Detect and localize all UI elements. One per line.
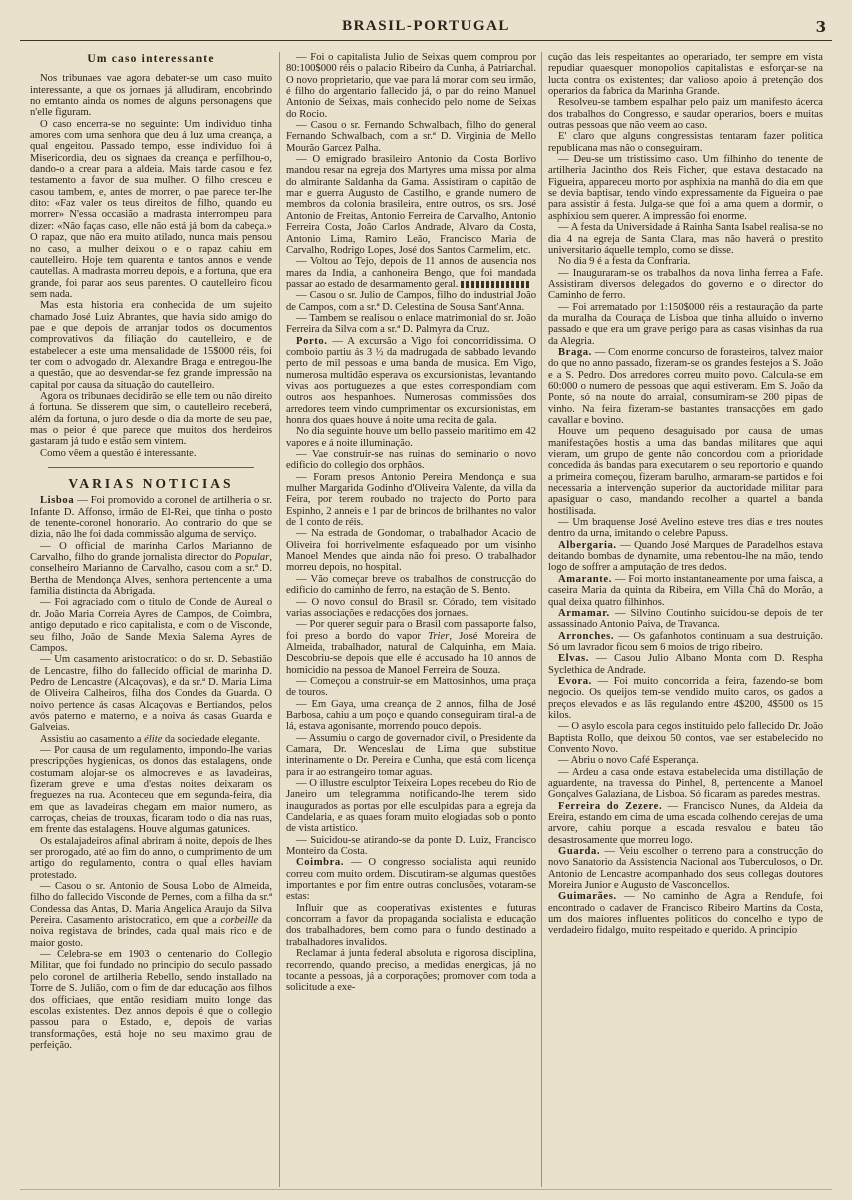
place-lead: Albergaria. <box>558 539 617 551</box>
paragraph: — O illustre esculptor Teixeira Lopes recebeu do Rio de Janeiro um telegramma notificando-lhe terem sido inaugurados as portas por elle esculpidas para a egreja da Candelaria, e as quaes foram muito elogiadas sob o ponto de vista artistico. <box>286 778 536 835</box>
paragraph: — Tambem se realisou o enlace matrimonial do sr. João Ferreira da Silva com a sr.ª D. Palmyra da Cruz. <box>286 312 536 336</box>
paragraph: — Vae construir-se nas ruinas do seminario o novo edificio do collegio dos orphãos. <box>286 449 536 472</box>
news-item <box>548 347 823 426</box>
news-item <box>30 495 272 540</box>
paragraph-text: — Por querer seguir para o Brasil com passaporte falso, foi preso a bordo do vapor <box>286 619 536 642</box>
section-title: VARIAS NOTICIAS <box>68 476 234 492</box>
column-divider <box>541 52 542 1187</box>
paragraph: — Suicidou-se atirando-se da ponte D. Luiz, Francisco Monteiro da Costa. <box>286 834 536 858</box>
paragraph-text: Assistiu ao casamento a <box>40 733 145 745</box>
paragraph: — Ardeu a casa onde estava estabelecida uma distillação de aguardente, na travessa do Pinhel, 8, pertencente a Manoel Gonçalves Galaziana, de Lisboa. Só ficaram as paredes mestras. <box>548 766 823 801</box>
news-item <box>548 801 823 846</box>
news-text: — Os gafanhotos continuam a sua destruição. Só um lavrador ficou sem 6 moios de trigo ribeiro. <box>548 630 823 653</box>
paragraph <box>286 619 536 676</box>
place-lead: Arronches. <box>558 630 615 642</box>
paragraph: E' claro que alguns congressistas tentaram fazer politica republicana mas não o conseguiram. <box>548 131 823 154</box>
paragraph: cução das leis respeitantes ao operariado, ter sempre em vista repudiar quaesquer monopolios capitalistas e esforçar-se na lucta contra os existentes; dar valioso apoio á pretenção dos operarios da fabrica da Marinha Grande. <box>548 52 823 98</box>
paragraph-italic: Trier <box>428 630 450 642</box>
news-text: — Casou Julio Albano Monta com D. Respha Syclethica de Andrade. <box>548 653 823 676</box>
column-1 <box>30 52 272 1187</box>
news-text: — Foi muito concorrida a feira, fazendo-se bom negocio. Os queijos tem-se vendido muito caros, os gados a preços elevados e as lãs regulando entre 4$200, 4$500 os 15 kilos. <box>548 675 823 721</box>
paragraph: — Por causa de um regulamento, impondo-lhe varias prescripções hygienicas, os donos das estalagens, onde costumam alojar-se os almocreves e as lavadeiras, fizeram greve e uma d'estas noites deixaram os freguezes na rua. Aconteceu que em segunda-feira, dia em que as lavadeiras chegam em maior numero, as carroças, cheias de trouxas, ficaram todo o dia nas ruas, em frente das estalagens. Houve algumas gatunices. <box>30 744 272 836</box>
news-item <box>548 653 823 676</box>
paragraph-text: — O official de marinha Carlos Marianno de Carvalho, filho do grande jornalista director do <box>30 540 272 564</box>
publication-title: BRASIL-PORTUGAL <box>342 18 510 34</box>
news-item <box>548 631 823 654</box>
news-item <box>286 857 536 902</box>
place-lead: Guimarães. <box>558 891 617 903</box>
paragraph: — Foi agraciado com o titulo de Conde de Aureal o dr. João Maria Correia Ayres de Campos, de Coimbra, antigo deputado e rico capitalista, e com o de Visconde, seu filho, João de Sande Mexia Salema Ayres de Campos. <box>30 597 272 654</box>
place-lead: Braga. <box>558 346 592 358</box>
paragraph: O caso encerra-se no seguinte: Um individuo tinha amores com uma senhora que deu á luz uma creança, a qual engeitou. Passado tempo, esse individuo foi á Misericordia, deu os signaes da creança e perfilhou-o, dando-o a crear para a aldeia. Mais tarde casou e fez testamento a favor de sua mulher. O filho cresceu e casou tambem, e, antes de morrer, o pae parece ter-lhe dito: «Faz valer os teus direitos de filho, quando eu morrer» N'essa occasião a madrasta interrompeu para dizer: «Não faças caso, elle não está já bom da cabeça.» O rapaz, que não era muito atilado, nunca mais pensou no caso, a mulher deixou o e o rapaz cahiu em cautelleiro. Hoje tem quarenta e tantos annos e vende cautellas. A madrasta morreu depois, e a fortuna, que era grande, foi parar aos seus parentes. O cautelleiro ficou sem nada. <box>30 118 272 300</box>
paragraph: — Em Gaya, uma creança de 2 annos, filha de José Barbosa, cahiu a um poço e quando conseguiram tiral-a de lá, estava agonisante, morrendo pouco depois. <box>286 698 536 733</box>
place-lead: Amarante. <box>558 573 612 585</box>
paragraph: — Inauguraram-se os trabalhos da nova linha ferrea a Fafe. Assistiram diversos delegados do governo e o director do Caminho de ferro. <box>548 267 823 302</box>
news-text: — Foi promovido a coronel de artilheria o sr. Infante D. Affonso, irmão de El-Rei, que tinha o posto de tenente-coronel honorario. Ao contrario do que se dizia, não lhe foi dada commissão alguma de serviço. <box>30 495 272 541</box>
paragraph-text: da noiva registava de brindes, cada qual mais rico e de maior gosto. <box>30 915 272 949</box>
paragraph: — O novo consul do Brasil sr. Córado, tem visitado varias associações e redacções dos jornaes. <box>286 596 536 619</box>
paragraph: — Casou o sr. Julio de Campos, filho do industrial João de Campos, com a sr.ª D. Celestina de Sousa Sant'Anna. <box>286 290 536 313</box>
news-text: — Francisco Nunes, da Aldeia da Ereira, estando em cima de uma escada colhendo cerejas de uma arvore, cahiu porque a escada resvalou e bateu tão desastrosamente que morreu logo. <box>548 800 823 846</box>
paragraph: Agora os tribunaes decidirão se elle tem ou não direito á fortuna. Se disserem que sim, o cautelleiro receberá, além da fortuna, o juro desde o dia da morte de seu pae, mas o peior é que parece que muitos dos herdeiros gastaram já tudo e estão sem vintem. <box>30 390 272 448</box>
place-lead: Porto. <box>296 335 328 347</box>
page-number: 3 <box>815 18 826 36</box>
news-item <box>548 574 823 608</box>
page-header <box>20 18 832 41</box>
place-lead: Ferreira do Zezere. <box>558 800 663 812</box>
paragraph: — Começou a construir-se em Mattosinhos, uma praça de touros. <box>286 675 536 699</box>
paragraph: — Abriu o novo Café Esperança. <box>558 755 699 767</box>
paragraph: Influir que as cooperativas existentes e futuras concorram a favor da propaganda socialista e educação dos trabalhadores, bem como para o fundo destinado a trabalhadores invalidos. <box>286 902 536 948</box>
news-text: — Veiu escolher o terreno para a construcção do novo Sanatorio da Assistencia Nacional aos Tuberculosos, o Dr. Antonio de Lencastre acompanhado dos seus collegas doutores Moreira Junior e Augusto de Vasconcellos. <box>548 846 823 892</box>
news-item <box>548 676 823 721</box>
paragraph: Mas esta historia era conhecida de um sujeito chamado José Luiz Abrantes, que havia sido amigo do pae e que depois de arranjar todos os documentos comprovativos da filiação do cautelleiro, e de estabelecer a este uma mensalidade de 15$000 réis, foi ter com o advogado dr. Alexandre Braga e entregou-lhe a questão, que ao desvendar-se fez grande impressão na capital por causa da situação do cautelleiro. <box>30 300 272 391</box>
place-lead: Armamar. <box>558 607 610 619</box>
paragraph: — Um casamento aristocratico: o do sr. D. Sebastião de Lencastre, filho do fallecido official de marinha D. Pedro de Lencastre (Alcaçovas), e da sr.ª D. Maria Lima de Oliveira Calheiros, filha dos Condes da Guarda. O noivo pertence ás casas Alcaçovas e Bertiandos, pelos avós paterno e materno, e a noiva ás casas Guarda e Galveias. <box>30 654 272 734</box>
place-lead: Evora. <box>558 675 592 687</box>
paragraph-italic: Popular <box>234 552 270 564</box>
paragraph: — Vão começar breve os trabalhos de construcção do edificio do caminho de ferro, na estação de S. Bento. <box>286 573 536 597</box>
paragraph-italic: corbeille <box>220 915 259 927</box>
bottom-edge <box>20 1189 832 1190</box>
paragraph: — Foram presos Antonio Pereira Mendonça e sua mulher Margarida Godinho d'Oliveira Valente, da villa da Feira, por terem roubado no trajecto do Porto para Espinho, 2 anneis e 1 par de brincos de brilhantes no valor de 1 conto de réis. <box>286 471 536 529</box>
paragraph-text: da sociedade elegante. <box>162 733 261 745</box>
news-item <box>548 891 823 936</box>
news-text: — Foi morto instantaneamente por uma faisca, a caseira Maria da quinta da Ribeira, em Villa Chã do Morão, a qual deixa quatro filhinhos. <box>548 573 823 608</box>
news-item <box>548 846 823 891</box>
news-text: — O congresso socialista aqui reunido correu com muito ordem. Discutiram-se algumas questões importantes e por fim entre outras conclusões, votaram-se estas: <box>286 857 536 903</box>
place-lead: Coimbra. <box>296 857 345 869</box>
news-text: — Silvino Coutinho suicidou-se depois de ter assassinado Antonio Paiva, de Travanca. <box>548 607 823 631</box>
paragraph-text: — Voltou ao Tejo, depois de 11 annos de ausencia nos mares da India, a canhoneira Bengo, que foi mandada passar ao estado de desarmamento geral. <box>286 256 536 290</box>
place-lead: Elvas. <box>558 653 589 665</box>
section-divider <box>48 467 254 468</box>
news-item <box>548 608 823 631</box>
news-text: — A excursão a Vigo foi concorridissima. O comboio partiu ás 3 ½ da madrugada de sabbado levando perto de mil pessoas e uma banda de musica. Em Vigo, numerosa multidão esperava os excursionistas, levantando vivas aos portuguezes a que estes correspondiam com outros aos hespanhoes. Numerosas commissões dos arredores teem vindo cumprimentar os excursionistas, em honra dos quaes houve á noite uma recita de gala. <box>286 335 536 426</box>
paragraph: Houve um pequeno desaguisado por causa de umas manifestações hostis a uma das bandas militares que aqui vieram, um grupo de gente não concordou com a prioridade concedida ás bandas para executarem o seu reportorio e quando a primeira começou, fizeram barulho, armaram-se partidos e foi necessaria a intervenção superior da auctoridade militar para apasiguar o caso, mandando recolher a quartel a banda hostilisada. <box>548 426 823 517</box>
paragraph: — Casou o sr. Fernando Schwalbach, filho do general Fernando Schwalbach, com a sr.ª D. Virginia de Mello Mourão Garcez Palha. <box>286 120 536 154</box>
paragraph <box>30 734 272 745</box>
paragraph: — Um braquense José Avelino esteve tres dias e tres noutes dentro da urna, imitando o celebre Papuss. <box>548 517 823 540</box>
news-item <box>548 540 823 574</box>
paragraph: — O asylo escola para cegos instituido pelo fallecido Dr. João Baptista Rollo, que deixou 50 contos, vae ser estabelecido no Convento Novo. <box>548 721 823 755</box>
article-title: Um caso interessante <box>87 53 215 65</box>
column-3 <box>548 52 823 1187</box>
paragraph: — Deu-se um tristissimo caso. Um filhinho do tenente de artilheria Jacintho dos Reis Ficher, que estava destacado na Figueira, appareceu morto por asphixia na manhã do dia em que se devia baptisar, tendo vindo expressamente da Figueira o pae para assistir á festa. Julga-se que foi a ama quem a dormir, o asphixiou sem querer. A impressão foi enorme. <box>548 154 823 222</box>
paragraph: Resolveu-se tambem espalhar pelo paiz um manifesto ácerca dos trabalhos do Congresso, e saudar operarios, boers e muitas outras pessoas que não veem ao caso. <box>548 97 823 132</box>
paragraph: No dia seguinte houve um bello passeio maritimo em 42 vapores e á noite illuminação. <box>286 426 536 449</box>
paragraph-text: — Casou o sr. Antonio de Sousa Lobo de Almeida, filho do fallecido Visconde de Pernes, com a filha da sr.ª Condessa das Antas, D. Maria Angelica Araujo da Silva Pereira. Casamento aristocratico, em que a <box>30 881 272 927</box>
paragraph: — A festa da Universidade á Rainha Santa Isabel realisa-se no dia 4 na egreja de Santa Clara, mas não haverá o prestito universitario áquelle templo, como se disse. <box>548 222 823 256</box>
paragraph: — Foi arrematado por 1:150$000 réis a restauração da parte da muralha da Couraça de Lisboa que tinha alluido o inverno passado e que era um grave perigo para as casas visinhas da rua da Alegria. <box>548 301 823 347</box>
place-lead: Guarda. <box>558 846 601 858</box>
paragraph: Como vêem a questão é interessante. <box>40 447 197 459</box>
paragraph: — Assumiu o cargo de governador civil, o Presidente da Camara, Dr. Wenceslau de Lima que substitue interinamente o Dr. Pereira e Cunha, que está com licença para ir ao estrangeiro tomar aguas. <box>286 732 536 778</box>
paragraph <box>286 256 536 290</box>
news-text: — No caminho de Agra a Rendufe, foi encontrado o cadaver de Francisco Ribeiro Martins da Costa, um dos maiores influentes politicos do concelho e typo de verdadeiro fidalgo, muito respeitado e querido. A principio <box>548 891 823 937</box>
paragraph <box>30 541 272 598</box>
paragraph: No dia 9 é a festa da Confraria. <box>558 256 691 268</box>
paragraph: Reclamar á junta federal absoluta e rigorosa disciplina, recorrendo, quando preciso, a medidas energicas, já no tocante a pessoas, já a corporações; promover com toda a solicitude a exe- <box>286 948 536 994</box>
paragraph: Nos tribunaes vae agora debater-se um caso muito interessante, a que os jornaes já alludiram, encobrindo no emtanto ainda os nomes de alguns personagens que n'elle figuram. <box>30 73 272 119</box>
place-lead: Lisboa <box>40 495 75 507</box>
paragraph-italic: élite <box>144 733 163 745</box>
paragraph: — O emigrado brasileiro Antonio da Costa Borlivo mandou resar na egreja dos Martyres uma missa por alma do almirante Saldanha da Gama. Assistiram o capitão de mar e guerra Augusto de Castilho, e grande numero de membros da colonia brasileira, entre outros, os srs. José Antonio de Freitas, Antonio Ferreira de Carvalho, Antonio Ferreira Costa, João Carlos Andrade, Alvaro da Costa, Antonio Lima, Ramiro Leão, Francisco Maria de Carvalho, Rodrigo Lopes, José dos Santos Carmelim, etc. <box>286 154 536 256</box>
news-text: — Com enorme concurso de forasteiros, talvez maior do que no anno passado, fizeram-se os grandes festejos a S. João e a S. Pedro. Dos arredores correu muito povo. Calcula-se em 60:000 o numero de pessoas que aqui estiveram. Em S. João da Ponte, só na noute do arraial, consumiram-se 200 pipas de vinho. Na feira fizeram-se bastantes transacções em gado cavallar e bovino. <box>548 346 823 426</box>
paragraph: Os estalajadeiros afinal abriram á noite, depois de lhes ser prorogado, até ao fim do anno, o cumprimento de um artigo do regulamento, contra o qual elles haviam protestado. <box>30 835 272 881</box>
paragraph: — Na estrada de Gondomar, o trabalhador Acacio de Oliveira foi horrivelmente esfaqueado por um visinho Manoel Mendes que ainda não foi preso. O trabalhador morreu depois, no hospital. <box>286 528 536 574</box>
column-divider <box>279 52 280 1187</box>
paragraph-text: , conselheiro Marianno de Carvalho, casou com a sr.ª D. Bertha de Mendonça Alves, senhora pertencente a uma familia distincta da Abrigada. <box>30 552 272 598</box>
paragraph-text: , José Moreira de Almeida, trabalhador, natural de Calquinha, em Maia. Descobriu-se depois que elle é accusado ha 10 annos de homicidio na pessoa de Manoel Ferreira de Souza. <box>286 630 536 676</box>
news-item <box>286 336 536 427</box>
paragraph: — Celebra-se em 1903 o centenario do Collegio Militar, que foi fundado no principio do seculo passado pelo coronel de artilheria Rebello, sendo installado na Torre de S. Julião, com o fim de dar educação aos filhos dos officiaes, que então residiam muito longe das escolas existentes. Dez annos depois é que o collegio passou para o Estado, e, depois de varias transformações, está hoje no seu maximo grau de perfeição. <box>30 949 272 1051</box>
paragraph: — Foi o capitalista Julio de Seixas quem comprou por 80:100$000 réis o palacio Ribeiro da Cunha, á Patriarchal. O novo proprietario, que vae para lá morar com seu irmão, é filho do argentario fallecido já, o par do reino Manuel Antonio de Seixas, mais conhecido pelo nome de Seixas do Rocio. <box>286 52 536 120</box>
column-2 <box>286 52 536 1187</box>
paragraph <box>30 881 272 949</box>
news-text: — Quando José Marques de Paradelhos estava deitando bombas de dynamite, uma rebentou-lhe na mão, tendo logo de soffrer a amputação de tres dedos. <box>548 539 823 574</box>
ornament-icon <box>461 281 531 288</box>
